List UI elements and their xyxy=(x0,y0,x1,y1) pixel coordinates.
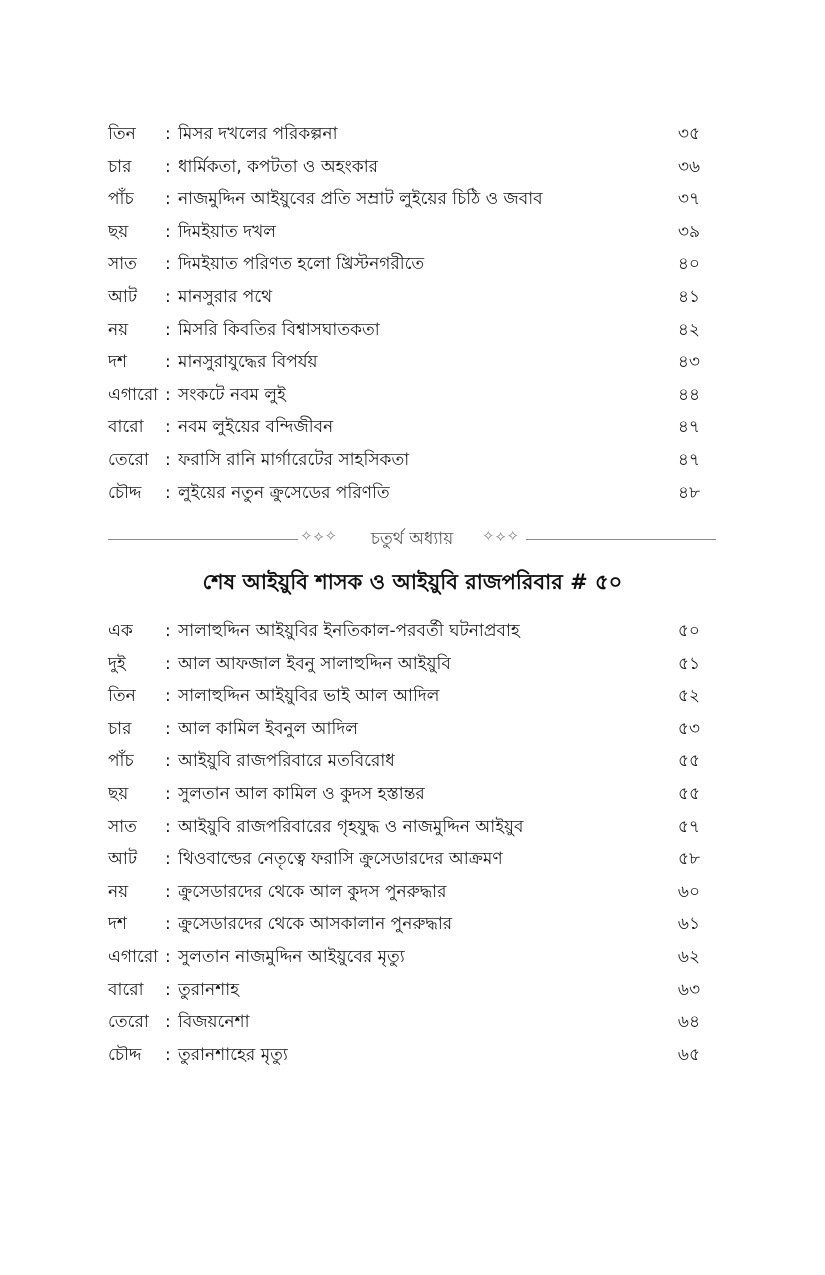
toc-entry-page-number: ৫১ xyxy=(677,653,700,674)
toc-entry-separator: : xyxy=(165,352,171,373)
toc-row xyxy=(108,876,700,909)
toc-entry-title: ক্রুসেডারদের থেকে আল কুদস পুনরুদ্ধার xyxy=(178,881,447,902)
toc-entry-separator: : xyxy=(165,881,171,902)
toc-entry-page-number: ৩৯ xyxy=(677,221,700,242)
toc-entry-title: সুলতান নাজমুদ্দিন আইয়ুবের মৃত্যু xyxy=(178,946,405,967)
toc-entry-separator: : xyxy=(165,124,171,144)
toc-row xyxy=(108,811,700,844)
toc-row xyxy=(108,281,700,314)
toc-entry-number: দশ xyxy=(108,352,127,373)
toc-entry-separator: : xyxy=(165,221,171,242)
toc-entry-page-number: ৪১ xyxy=(677,286,700,307)
toc-entry-number: চৌদ্দ xyxy=(108,482,142,503)
toc-row xyxy=(108,974,700,1007)
toc-entry-separator: : xyxy=(165,156,171,177)
toc-row xyxy=(108,680,700,713)
toc-row xyxy=(108,314,700,347)
ornament-right-icon: ✧⟡✧ xyxy=(482,527,521,545)
toc-entry-title: সালাহুদ্দিন আইয়ুবির ইনতিকাল-পরবর্তী ঘটনাপ্রবাহ xyxy=(178,621,520,641)
toc-entry-page-number: ৪২ xyxy=(677,319,700,340)
toc-entry-title: আল আফজাল ইবনু সালাহুদ্দিন আইয়ুবি xyxy=(178,653,451,674)
toc-row xyxy=(108,843,700,876)
toc-entry-title: মিসরি কিবতির বিশ্বাসঘাতকতা xyxy=(178,319,380,340)
toc-entry-number: এগারো xyxy=(108,384,159,405)
toc-entry-title: আইয়ুবি রাজপরিবারের গৃহযুদ্ধ ও নাজমুদ্দিন আইয়ুব xyxy=(178,816,524,837)
toc-entry-title: দিমইয়াত দখল xyxy=(178,221,276,242)
toc-entry-page-number: ৪৭ xyxy=(677,417,700,438)
toc-row xyxy=(108,1006,700,1039)
toc-entry-title: ক্রুসেডারদের থেকে আসকালান পুনরুদ্ধার xyxy=(178,914,453,935)
toc-entry-title: দিমইয়াত পরিণত হলো খ্রিস্টনগরীতে xyxy=(178,254,425,275)
toc-entry-page-number: ৫৩ xyxy=(677,718,700,739)
toc-entry-number: এগারো xyxy=(108,946,159,967)
toc-row xyxy=(108,118,700,151)
toc-entry-page-number: ৬৫ xyxy=(677,1044,700,1065)
toc-entry-number: চার xyxy=(108,718,132,739)
toc-entry-page-number: ৪০ xyxy=(677,254,700,275)
toc-entry-separator: : xyxy=(165,621,171,641)
toc-list-part-two xyxy=(108,615,700,1071)
toc-row xyxy=(108,941,700,974)
toc-entry-page-number: ৫৫ xyxy=(677,751,700,772)
toc-entry-title: থিওবাল্ডের নেতৃত্বে ফরাসি ক্রুসেডারদের আক্রমণ xyxy=(178,849,503,870)
toc-row xyxy=(108,1039,700,1072)
toc-row xyxy=(108,908,700,941)
toc-entry-separator: : xyxy=(165,946,171,967)
toc-entry-separator: : xyxy=(165,384,171,405)
toc-row xyxy=(108,648,700,681)
toc-entry-separator: : xyxy=(165,914,171,935)
toc-row xyxy=(108,151,700,184)
toc-entry-page-number: ৪৭ xyxy=(677,449,700,470)
toc-entry-separator: : xyxy=(165,979,171,1000)
toc-entry-title: ফরাসি রানি মার্গারেটের সাহসিকতা xyxy=(178,449,410,470)
divider-line-right xyxy=(526,539,716,540)
toc-entry-number: তেরো xyxy=(108,1012,149,1033)
toc-entry-page-number: ৫৫ xyxy=(677,783,700,804)
toc-entry-title: ধার্মিকতা, কপটতা ও অহংকার xyxy=(178,156,378,177)
toc-entry-number: সাত xyxy=(108,816,137,837)
toc-entry-page-number: ৪৪ xyxy=(677,384,700,405)
toc-entry-page-number: ৩৭ xyxy=(677,189,700,210)
toc-entry-separator: : xyxy=(165,816,171,837)
toc-entry-number: আট xyxy=(108,849,138,870)
toc-entry-separator: : xyxy=(165,849,171,870)
toc-entry-number: আট xyxy=(108,286,138,307)
toc-entry-title: নবম লুইয়ের বন্দিজীবন xyxy=(178,417,334,438)
toc-entry-title: নাজমুদ্দিন আইয়ুবের প্রতি সম্রাট লুইয়ের চিঠি ও জবাব xyxy=(178,189,543,210)
toc-entry-title: মানসুরাযুদ্ধের বিপর্যয় xyxy=(178,352,318,373)
toc-row xyxy=(108,713,700,746)
toc-entry-page-number: ৬০ xyxy=(677,881,700,902)
toc-entry-title: আইয়ুবি রাজপরিবারে মতবিরোধ xyxy=(178,751,395,772)
chapter-divider xyxy=(108,524,716,554)
toc-entry-number: দশ xyxy=(108,914,127,935)
toc-entry-number: নয় xyxy=(108,881,129,902)
toc-entry-title: মিসর দখলের পরিকল্পনা xyxy=(178,124,338,144)
ornament-left-icon: ✧⟡✧ xyxy=(300,527,339,545)
toc-entry-title: বিজয়নেশা xyxy=(178,1012,250,1033)
toc-row xyxy=(108,183,700,216)
toc-entry-number: সাত xyxy=(108,254,137,275)
toc-entry-number: এক xyxy=(108,621,133,641)
toc-entry-separator: : xyxy=(165,254,171,275)
section-title: শেষ আইয়ুবি শাসক ও আইয়ুবি রাজপরিবার # ৫০ xyxy=(202,570,623,594)
toc-entry-separator: : xyxy=(165,417,171,438)
toc-entry-page-number: ৬৪ xyxy=(677,1012,700,1033)
toc-row xyxy=(108,745,700,778)
toc-entry-separator: : xyxy=(165,751,171,772)
toc-entry-number: বারো xyxy=(108,417,144,438)
toc-entry-number: চৌদ্দ xyxy=(108,1044,142,1065)
toc-entry-number: চার xyxy=(108,156,132,177)
toc-entry-number: তিন xyxy=(108,686,136,707)
toc-entry-page-number: ৫০ xyxy=(677,621,700,641)
toc-entry-title: লুইয়ের নতুন ক্রুসেডের পরিণতি xyxy=(178,482,390,503)
toc-entry-title: তুরানশাহের মৃত্যু xyxy=(178,1044,288,1065)
toc-entry-page-number: ৪৮ xyxy=(677,482,700,503)
chapter-label: চতুর্থ অধ্যায় xyxy=(370,529,454,549)
toc-entry-separator: : xyxy=(165,286,171,307)
toc-row xyxy=(108,346,700,379)
toc-entry-title: মানসুরার পথে xyxy=(178,286,273,307)
toc-entry-separator: : xyxy=(165,653,171,674)
toc-entry-separator: : xyxy=(165,189,171,210)
toc-entry-separator: : xyxy=(165,319,171,340)
toc-entry-number: নয় xyxy=(108,319,129,340)
toc-row xyxy=(108,379,700,412)
toc-entry-number: তেরো xyxy=(108,449,149,470)
toc-entry-page-number: ৬৩ xyxy=(677,979,700,1000)
toc-entry-number: ছয় xyxy=(108,783,129,804)
toc-row xyxy=(108,615,700,648)
toc-entry-number: পাঁচ xyxy=(108,751,134,772)
toc-entry-separator: : xyxy=(165,449,171,470)
toc-row xyxy=(108,444,700,477)
toc-entry-title: তুরানশাহ xyxy=(178,979,240,1000)
toc-entry-separator: : xyxy=(165,1044,171,1065)
toc-row xyxy=(108,778,700,811)
toc-entry-number: পাঁচ xyxy=(108,189,134,210)
toc-entry-page-number: ৩৬ xyxy=(677,156,700,177)
toc-entry-title: সুলতান আল কামিল ও কুদস হস্তান্তর xyxy=(178,783,425,804)
toc-row xyxy=(108,248,700,281)
toc-entry-number: ছয় xyxy=(108,221,129,242)
toc-entry-separator: : xyxy=(165,718,171,739)
toc-entry-separator: : xyxy=(165,783,171,804)
toc-entry-number: বারো xyxy=(108,979,144,1000)
toc-entry-title: সংকটে নবম লুই xyxy=(178,384,286,405)
toc-entry-number: দুই xyxy=(108,653,126,674)
toc-entry-separator: : xyxy=(165,482,171,503)
toc-entry-page-number: ৩৫ xyxy=(677,124,700,144)
toc-entry-page-number: ৬২ xyxy=(677,946,700,967)
toc-list-part-one xyxy=(108,118,700,509)
toc-entry-page-number: ৪৩ xyxy=(677,352,700,373)
toc-entry-number: তিন xyxy=(108,124,136,144)
toc-row xyxy=(108,411,700,444)
toc-entry-page-number: ৫২ xyxy=(677,686,700,707)
toc-entry-title: সালাহুদ্দিন আইয়ুবির ভাই আল আদিল xyxy=(178,686,440,707)
toc-entry-page-number: ৫৭ xyxy=(677,816,700,837)
toc-row xyxy=(108,216,700,249)
toc-entry-page-number: ৬১ xyxy=(677,914,700,935)
toc-entry-title: আল কামিল ইবনুল আদিল xyxy=(178,718,358,739)
toc-entry-page-number: ৫৮ xyxy=(677,849,700,870)
toc-entry-separator: : xyxy=(165,686,171,707)
toc-entry-separator: : xyxy=(165,1012,171,1033)
toc-row xyxy=(108,477,700,510)
